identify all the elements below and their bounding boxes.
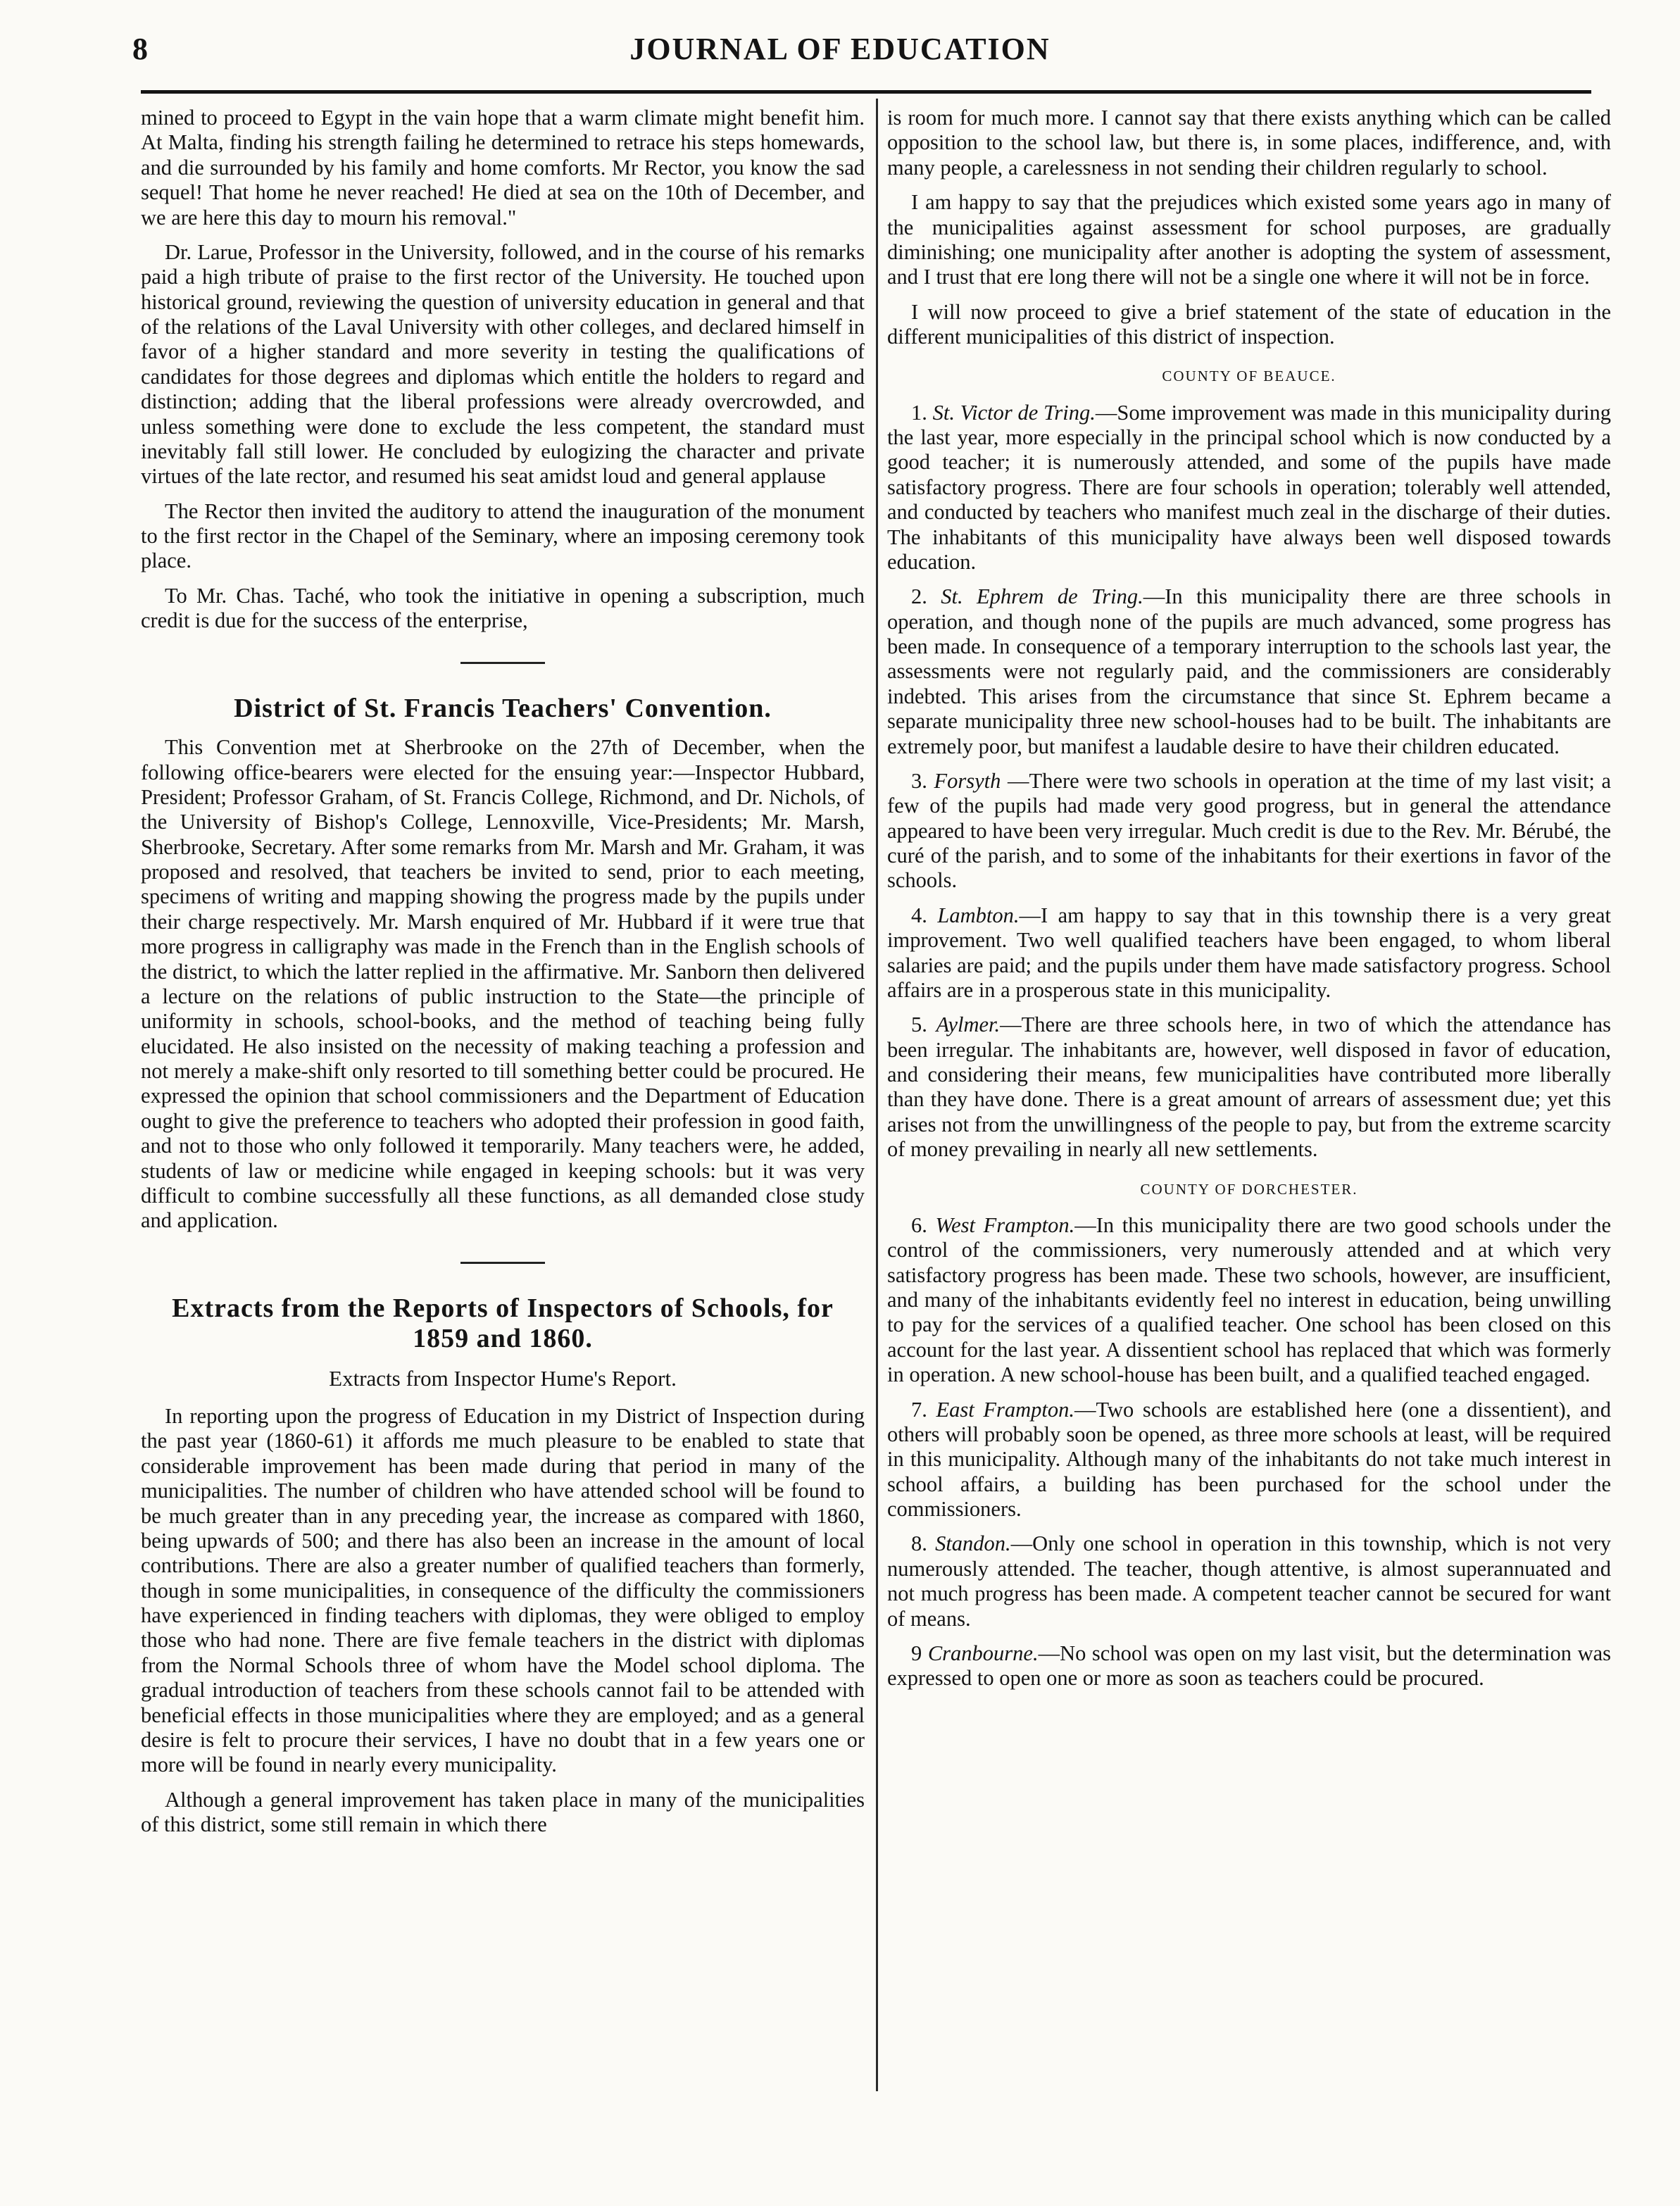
paragraph: Although a general improvement has taken place in many of the municipalities of this district, some still remain in which there xyxy=(141,1787,865,1837)
column-divider xyxy=(876,99,878,2091)
county-heading: COUNTY OF BEAUCE. xyxy=(1162,368,1336,385)
municipality-name: East Frampton. xyxy=(936,1397,1074,1422)
municipality-entry xyxy=(887,1531,1611,1631)
section-divider xyxy=(460,662,545,664)
municipality-name: St. Victor de Tring. xyxy=(932,400,1096,425)
paragraph: is room for much more. I cannot say that there exists anything which can be called opposition to the school law, but there is, in some places, indifference, and, with many people, a carelessness in not sending their children regularly to school. xyxy=(887,106,1611,180)
municipality-name: Forsyth xyxy=(934,768,1001,793)
paragraph: I will now proceed to give a brief statement of the state of education in the different municipalities of this district of inspection. xyxy=(887,299,1611,349)
municipality-name: Cranbourne. xyxy=(927,1641,1039,1665)
section-title: Extracts from the Reports of Inspectors of Schools, for 1859 and 1860. xyxy=(172,1293,834,1354)
municipality-list xyxy=(887,1213,1611,1691)
municipality-entry xyxy=(887,584,1611,759)
paragraph: To Mr. Chas. Taché, who took the initiative in opening a subscription, much credit is due for the success of the enterprise, xyxy=(141,583,865,633)
municipality-entry xyxy=(887,1398,1611,1522)
paragraph: This Convention met at Sherbrooke on the 27th of December, when the following office-bearers were elected for the ensuing year:—Inspector Hubbard, President; Professor Graham, of St. Francis College, Richmond, and Dr. Nichols, of the University of Bishop's College, Lennoxville, Vice-Presidents; Mr. Marsh, Sherbrooke, Secretary. After some remarks from Mr. Marsh and Mr. Graham, it was proposed and resolved, that teachers be invited to send, prior to each meeting, specimens of writing and mapping showing the progress made by the pupils under their charge respectively. Mr. Marsh enquired of Mr. Hubbard if it were true that more progress in calligraphy was made in the French than in the English schools of the district, to which the latter replied in the affirmative. Mr. Sanborn then delivered a lecture on the relations of public instruction to the State—the principle of uniformity in schools, school-books, and the method of teaching being fully elucidated. He also insisted on the necessity of making teaching a profession and not merely a make-shift only resorted to till something better could be procured. He expressed the opinion that school commissioners and the Department of Education ought to give the preference to teachers who adopted their profession in good faith, and not to those who only followed it temporarily. Many teachers were, he added, students of law or medicine while engaged in keeping schools: but it was very difficult to combine successfully all these functions, as all demanded close study and application. xyxy=(141,735,865,1233)
entry-text: —Some improvement was made in this municipality during the last year, more especially in the principal school which is now conducted by a good teacher; it is numerously attended, and some of the pupils have made satisfactory progress. There are four schools in operation; tolerably well attended, and conducted by teachers who manifest much zeal in the discharge of their duties. The inhabitants of this municipality have always been well disposed towards education. xyxy=(887,400,1611,574)
municipality-entry xyxy=(887,1213,1611,1388)
entry-number: 2. xyxy=(911,584,941,609)
entry-text: —No school was open on my last visit, but the determination was expressed to open one or more as soon as teachers could be procured. xyxy=(887,1641,1612,1691)
entry-text: —There are three schools here, in two of which the attendance has been irregular. The inhabitants are, however, well disposed in favor of education, and considering their means, few municipalities have contributed more liberally than they have done. There is a great amount of arrears of assessment due; yet this arises not from the unwillingness of the people to pay, but from the extreme scarcity of money prevailing in nearly all new settlements. xyxy=(887,1013,1611,1162)
municipality-entry xyxy=(887,769,1611,894)
entry-text: —Only one school in operation in this township, which is not very numerously attended. The teacher, though attentive, is almost superannuated and not much progress has been made. A competent teacher cannot be secured for want of means. xyxy=(887,1531,1611,1631)
entry-text: —Two schools are established here (one a dissentient), and others will probably soon be opened, as three more schools at least, will be required in this municipality. Although many of the inhabitants do not take much interest in school affairs, a building has been purchased for the school under the commissioners. xyxy=(887,1397,1611,1522)
municipality-entry xyxy=(887,1013,1611,1162)
municipality-entry xyxy=(887,903,1611,1003)
municipality-name: St. Ephrem de Tring. xyxy=(941,584,1143,609)
section-divider xyxy=(460,1262,545,1264)
entry-text: —I am happy to say that in this township there is a very great improvement. Two well qualified teachers have been engaged, to whom liberal salaries are paid; and the pupils under them have made satisfactory progress. School affairs are in a prosperous state in this municipality. xyxy=(887,903,1611,1002)
paragraph: The Rector then invited the auditory to attend the inauguration of the monument to the first rector in the Chapel of the Seminary, where an imposing ceremony took place. xyxy=(141,499,865,573)
right-column xyxy=(887,106,1611,1701)
entry-number: 5. xyxy=(911,1013,936,1037)
county-heading: COUNTY OF DORCHESTER. xyxy=(1140,1180,1358,1198)
section-subtitle: Extracts from Inspector Hume's Report. xyxy=(329,1366,677,1391)
entry-number: 9 xyxy=(911,1641,928,1665)
entry-text: —There were two schools in operation at the time of my last visit; a few of the pupils had made very good progress, but in general the attendance appeared to have been very irregular. Much credit is due to the Rev. Mr. Bérubé, the curé of the parish, and to some of the inhabitants for their exertions in favor of the schools. xyxy=(887,768,1612,893)
municipality-list xyxy=(887,401,1611,1162)
entry-number: 1. xyxy=(911,400,933,425)
page-number: 8 xyxy=(132,32,148,66)
section-title: District of St. Francis Teachers' Convention. xyxy=(234,693,772,723)
running-head-title: JOURNAL OF EDUCATION xyxy=(629,32,1051,66)
paragraph: Dr. Larue, Professor in the University, followed, and in the course of his remarks paid a high tribute of praise to the first rector of the University. He touched upon historical ground, reviewing the question of university education in general and that of the relations of the Laval University with other colleges, and declared himself in favor of a higher standard and more severity in testing the qualifications of candidates for those degrees and diplomas which entitle the holders to regard and distinction; adding that the liberal professions were already overcrowded, and unless something were done to exclude the less competent, the standard must inevitably fall still lower. He concluded by eulogizing the character and private virtues of the late rector, and resumed his seat amidst loud and general applause xyxy=(141,239,865,489)
municipality-name: Standon. xyxy=(935,1531,1011,1556)
municipality-name: Aylmer. xyxy=(936,1013,1001,1037)
header-rule xyxy=(141,90,1591,94)
entry-number: 7. xyxy=(911,1397,936,1422)
municipality-name: Lambton. xyxy=(937,903,1020,927)
municipality-entry xyxy=(887,401,1611,575)
municipality-entry xyxy=(887,1641,1611,1691)
entry-number: 3. xyxy=(911,768,934,793)
entry-number: 8. xyxy=(911,1531,936,1556)
municipality-name: West Frampton. xyxy=(935,1212,1075,1237)
entry-number: 6. xyxy=(911,1212,936,1237)
left-column xyxy=(141,106,865,1847)
entry-number: 4. xyxy=(911,903,938,927)
entry-text: —In this municipality there are three schools in operation, and though none of the pupils are much advanced, some progress has been made. In consequence of a temporary interruption to the schools last year, the assessments were not regularly paid, and the commissioners are considerably indebted. This arises from the circumstance that since St. Ephrem became a separate municipality three new school-houses had to be built. The inhabitants are extremely poor, but manifest a laudable desire to have their children educated. xyxy=(887,584,1611,758)
paragraph: I am happy to say that the prejudices which existed some years ago in many of the municipalities against assessment for school purposes, are gradually diminishing; one municipality after another is adopting the system of assessment, and I trust that ere long there will not be a single one where it will not be in force. xyxy=(887,190,1611,289)
entry-text: —In this municipality there are two good schools under the control of the commissioners, very numerously attended and at which very satisfactory progress has been made. These two schools, however, are insufficient, and many of the inhabitants evidently feel no interest in education, being unwilling to pay for the services of a qualified teacher. One school has been closed on this account for the last year. A dissentient school has replaced that which was formerly in operation. A new school-house has been built, and a qualified teached engaged. xyxy=(887,1212,1611,1387)
paragraph: mined to proceed to Egypt in the vain hope that a warm climate might benefit him. At Malta, finding his strength failing he determined to retrace his steps homewards, and die surrounded by his family and home comforts. Mr Rector, you know the sad sequel! That home he never reached! He died at sea on the 10th of December, and we are here this day to mourn his removal." xyxy=(141,106,865,230)
paragraph: In reporting upon the progress of Education in my District of Inspection during the past year (1860-61) it affords me much pleasure to be enabled to state that considerable improvement has been made during that period in many of the municipalities. The number of children who have attended school will be found to be much greater than in any preceding year, the increase as compared with 1860, being upwards of 500; and there has also been an increase in the amount of local contributions. There are also a greater number of qualified teachers than formerly, though in some municipalities, in consequence of the difficulty the commissioners have experienced in finding teachers with diplomas, they were obliged to employ those who had none. There are five female teachers in the district with diplomas from the Normal Schools three of whom have the Model school diploma. The gradual introduction of teachers from these schools cannot fail to be attended with beneficial effects in those municipalities where they are employed; and as a general desire is felt to procure their services, I have no doubt that in a few years one or more will be found in nearly every municipality. xyxy=(141,1404,865,1777)
